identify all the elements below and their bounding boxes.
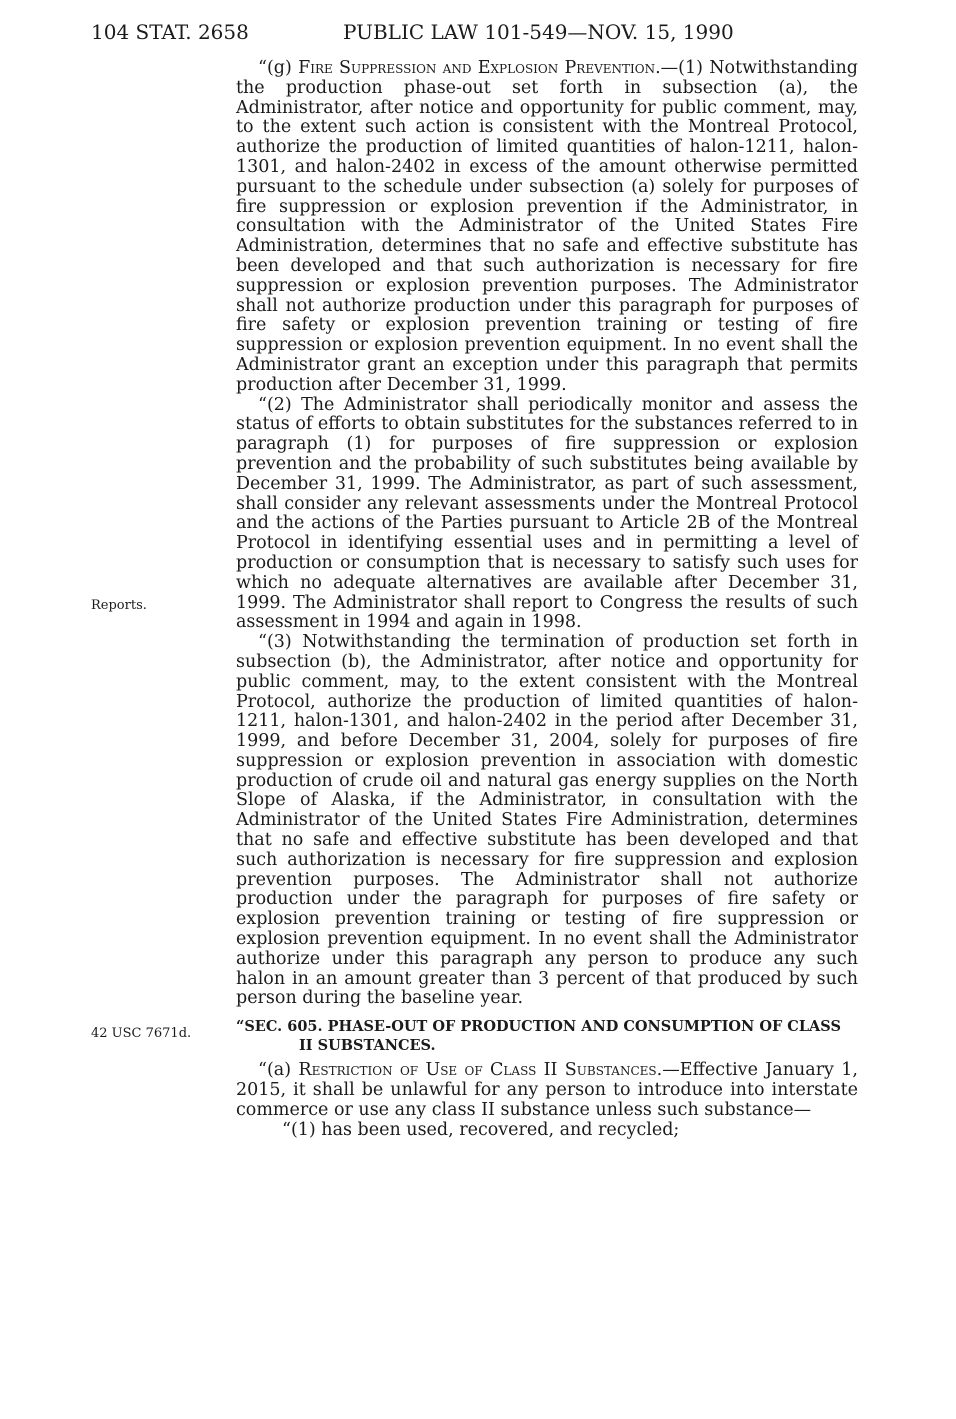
paragraph-g1 <box>236 59 858 396</box>
paragraph-g1-text: .—(1) Notwithstanding the production phase-out set forth in subsection (a), the Administrator, after notice and opportunity for public comment, may, to the extent such action is consistent with the Montreal Protocol, authorize the production of limited quantities of halon-1211, halon-1301, and halon-2402 in excess of the amount otherwise permitted pursuant to the schedule under subsection (a) solely for purposes of fire suppression or explosion prevention if the Administrator, in consultation with the Administrator of the United States Fire Administration, determines that no safe and effective substitute has been developed and that such authorization is necessary for fire suppression or explosion prevention purposes. The Administrator shall not authorize production under this paragraph for purposes of fire safety or explosion prevention training or testing of fire suppression or explosion prevention equipment. In no event shall the Administrator grant an exception under this paragraph that permits production after December 31, 1999. <box>236 58 858 395</box>
page-header <box>91 18 871 46</box>
document-body <box>236 59 858 1140</box>
paragraph-a-open: “(a) <box>258 1060 292 1081</box>
paragraph-g-open: “(g) <box>258 58 292 78</box>
paragraph-a-text: .—Effective January 1, 2015, it shall be unlawful for any person to introduce into interstate commerce or use any class II substance unless such substance— <box>236 1060 858 1120</box>
paragraph-g-heading: Fire Suppression and Explosion Prevention <box>298 58 656 78</box>
paragraph-g2: “(2) The Administrator shall periodically monitor and assess the status of efforts to obtain substitutes for the substances referred to in paragraph (1) for purposes of fire suppression or explosion prevention and the probability of such substitutes being available by December 31, 1999. The Administrator, as part of such assessment, shall consider any relevant assessments under the Montreal Protocol and the actions of the Parties pursuant to Article 2B of the Montreal Protocol in identifying essential uses and in permitting a level of production or consumption that is necessary to satisfy such uses for which no adequate alternatives are available after December 31, 1999. The Administrator shall report to Congress the results of such assessment in 1994 and again in 1998. <box>236 394 858 633</box>
margin-note-usc: 42 USC 7671d. <box>91 1026 192 1041</box>
paragraph-a-heading: Restriction of Use of Class II Substances <box>298 1060 657 1081</box>
paragraph-g3: “(3) Notwithstanding the termination of production set forth in subsection (b), the Administrator, after notice and opportunity for public comment, may, to the extent consistent with the Montreal Protocol, authorize the production of limited quantities of halon-1211, halon-1301, and halon-2402 in the period after December 31, 1999, and before December 31, 2004, solely for purposes of fire suppression or explosion prevention in association with domestic production of crude oil and natural gas energy supplies on the North Slope of Alaska, if the Administrator, in consultation with the Administrator of the United States Fire Administration, determines that no safe and effective substitute has been developed and that such authorization is necessary for fire suppression and explosion prevention purposes. The Administrator shall not authorize production under the paragraph for purposes of fire safety or explosion prevention training or testing of fire suppression or explosion prevention equipment. In no event shall the Administrator authorize under this paragraph any person to produce any such halon in an amount greater than 3 percent of that produced by such person during the baseline year. <box>236 632 858 1009</box>
running-title: PUBLIC LAW 101-549—NOV. 15, 1990 <box>343 20 734 44</box>
paragraph-a <box>236 1061 858 1120</box>
margin-note-reports: Reports. <box>91 598 147 613</box>
section-heading-605: “SEC. 605. PHASE-OUT OF PRODUCTION AND CONSUMPTION OF CLASS II SUBSTANCES. <box>236 1018 841 1055</box>
stat-page-number: 104 STAT. 2658 <box>91 20 249 44</box>
list-item-1: “(1) has been used, recovered, and recycled; <box>282 1119 680 1140</box>
